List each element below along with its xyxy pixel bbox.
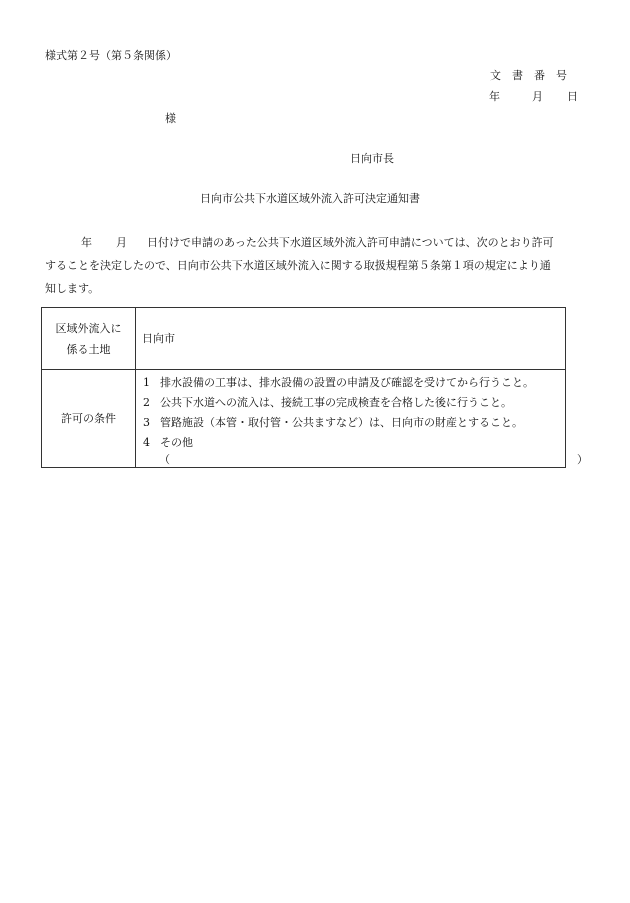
condition-number: 1 xyxy=(143,376,150,389)
condition-item xyxy=(143,417,523,428)
condition-text: 管路施設（本管・取付管・公共ますなど）は、日向市の財産とすること。 xyxy=(160,416,523,429)
body-line-1-text: 日付けで申請のあった公共下水道区域外流入許可申請については、次のとおり許可 xyxy=(147,236,554,249)
form-number-label: 様式第２号（第５条関係） xyxy=(45,49,177,62)
land-header-cell xyxy=(42,308,136,369)
land-row xyxy=(42,308,565,370)
conditions-header: 許可の条件 xyxy=(61,411,116,425)
document-number-label: 文書番号 xyxy=(490,69,578,82)
other-condition-open-paren: （ xyxy=(159,453,170,466)
condition-text: その他 xyxy=(160,436,193,449)
date-day-label: 日 xyxy=(567,90,578,103)
date-year-label: 年 xyxy=(489,90,500,103)
body-line-2: することを決定したので、日向市公共下水道区域外流入に関する取扱規程第５条第１項の規定により通 xyxy=(45,259,551,272)
body-line-1 xyxy=(45,231,585,254)
conditions-cell xyxy=(136,369,588,467)
land-header-line-1: 区域外流入に xyxy=(55,321,122,335)
addressee-honorific: 様 xyxy=(165,112,176,125)
permit-table xyxy=(41,307,588,468)
condition-item xyxy=(143,377,534,388)
body-year-label: 年 xyxy=(81,236,92,249)
body-month-label: 月 xyxy=(116,236,127,249)
condition-item xyxy=(143,397,512,408)
condition-text: 排水設備の工事は、排水設備の設置の申請及び確認を受けてから行うこと。 xyxy=(160,376,534,389)
land-value: 日向市 xyxy=(142,332,175,345)
issuer-name: 日向市長 xyxy=(350,152,394,165)
conditions-row xyxy=(42,369,588,467)
land-header-line-2: 係る土地 xyxy=(66,342,111,356)
condition-text: 公共下水道への流入は、接続工事の完成検査を合格した後に行うこと。 xyxy=(160,396,512,409)
date-line xyxy=(489,91,578,102)
conditions-header-cell xyxy=(42,369,136,467)
condition-item xyxy=(143,437,193,448)
condition-number: 4 xyxy=(143,436,150,449)
other-condition-close-paren: ） xyxy=(577,453,588,466)
condition-number: 3 xyxy=(143,416,150,429)
condition-number: 2 xyxy=(143,396,150,409)
notice-body xyxy=(45,231,585,300)
body-line-3: 知します。 xyxy=(45,282,100,295)
document-title: 日向市公共下水道区域外流入許可決定通知書 xyxy=(200,192,420,205)
land-value-cell xyxy=(136,308,565,369)
date-month-label: 月 xyxy=(532,90,543,103)
